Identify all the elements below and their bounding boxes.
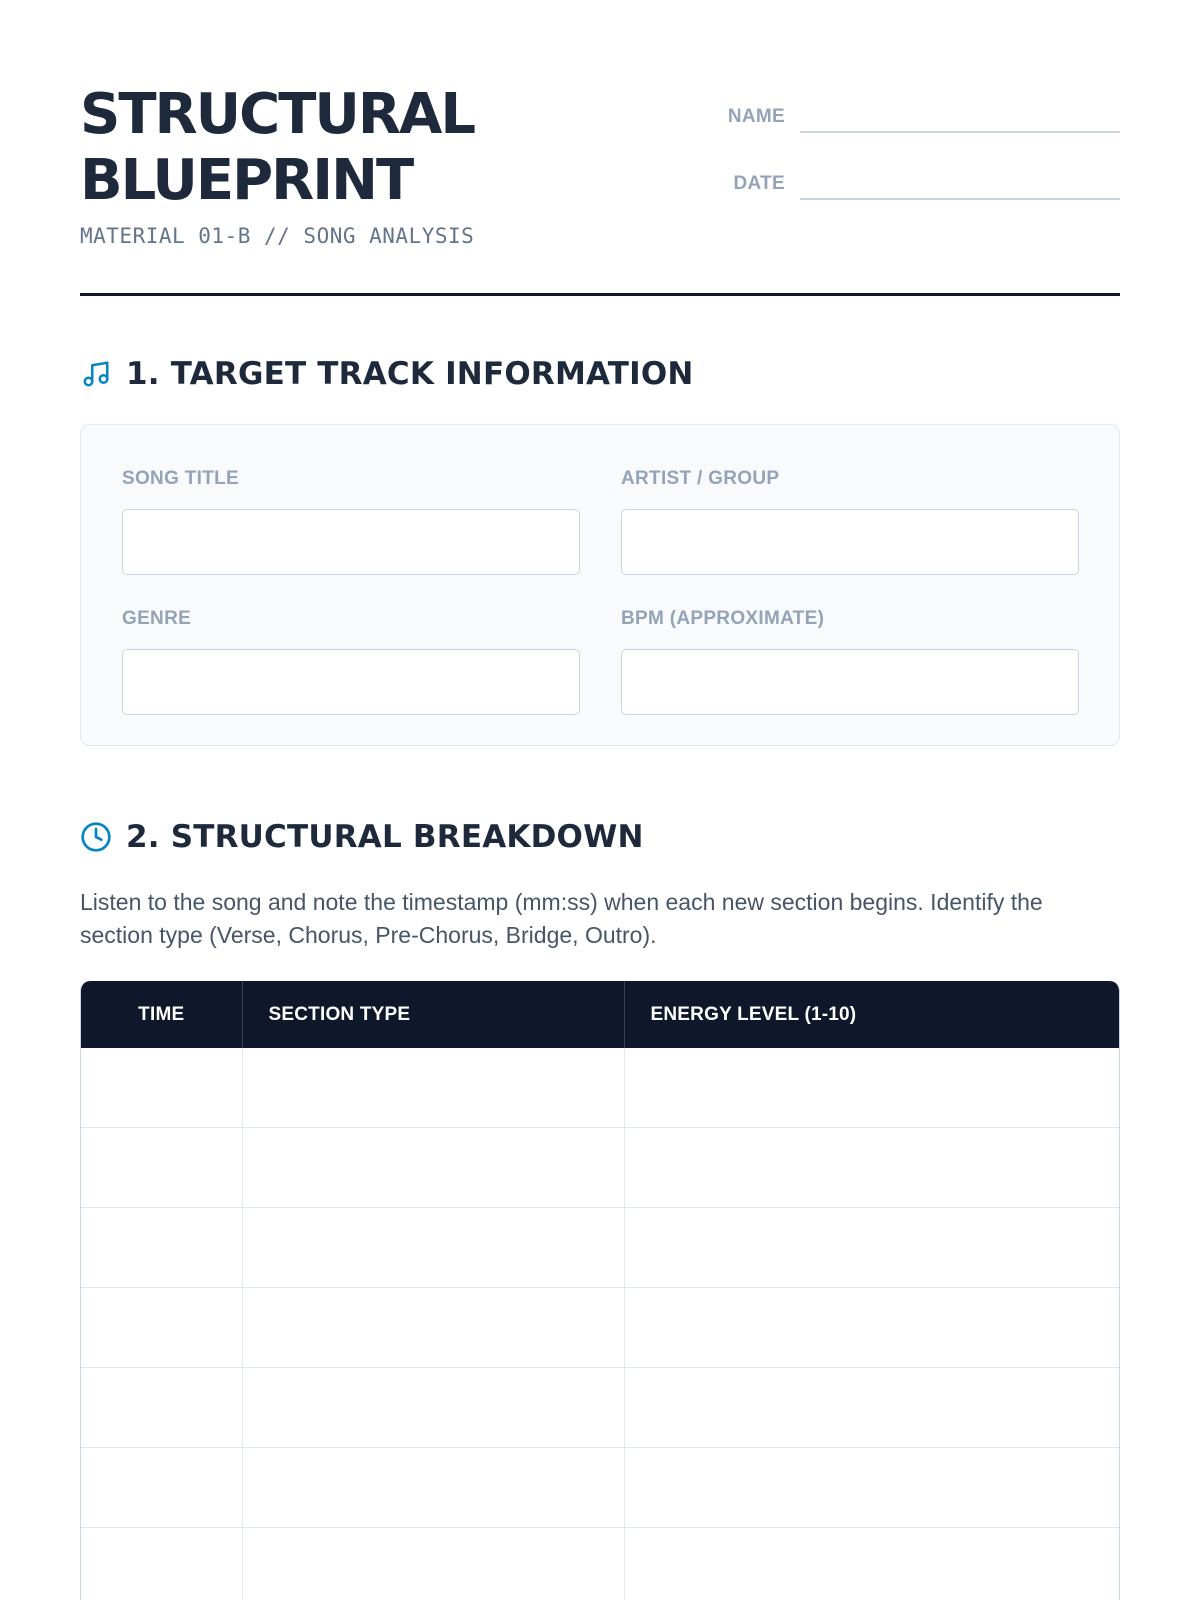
date-field[interactable] <box>800 198 1120 200</box>
section-type-cell[interactable] <box>242 1288 624 1368</box>
section-type-cell[interactable] <box>242 1208 624 1288</box>
time-cell[interactable] <box>81 1448 242 1528</box>
table-row <box>81 1448 1119 1528</box>
bpm-input[interactable] <box>621 649 1079 715</box>
date-row <box>720 161 1120 211</box>
time-cell[interactable] <box>81 1128 242 1208</box>
name-field[interactable] <box>800 131 1120 133</box>
energy-level-cell[interactable] <box>624 1448 1119 1528</box>
time-cell[interactable] <box>81 1208 242 1288</box>
column-header-energy-level: ENERGY LEVEL (1-10) <box>624 981 1119 1048</box>
section-type-cell[interactable] <box>242 1368 624 1448</box>
energy-level-cell[interactable] <box>624 1208 1119 1288</box>
section-type-cell[interactable] <box>242 1448 624 1528</box>
time-cell[interactable] <box>81 1048 242 1128</box>
column-header-time: TIME <box>81 981 242 1048</box>
page-title-line-2: BLUEPRINT <box>80 148 413 213</box>
artist-input[interactable] <box>621 509 1079 575</box>
music-note-icon <box>80 358 112 390</box>
clock-icon <box>80 821 112 853</box>
bpm-label: BPM (APPROXIMATE) <box>621 608 825 629</box>
artist-field-group <box>621 467 1079 575</box>
section-1-title: 1. TARGET TRACK INFORMATION <box>126 356 694 392</box>
energy-level-cell[interactable] <box>624 1288 1119 1368</box>
date-label: DATE <box>733 173 785 194</box>
table-row <box>81 1288 1119 1368</box>
table-header-row <box>81 981 1119 1048</box>
table-row <box>81 1208 1119 1288</box>
instructions-text: Listen to the song and note the timestamp (mm:ss) when each new section begins. Identify the section type (Verse, Chorus, Pre-Chorus, Bridge, Outro). <box>80 889 1043 948</box>
column-header-section-type: SECTION TYPE <box>242 981 624 1048</box>
genre-label: GENRE <box>122 608 192 629</box>
artist-label: ARTIST / GROUP <box>621 468 780 489</box>
section-type-cell[interactable] <box>242 1048 624 1128</box>
time-cell[interactable] <box>81 1368 242 1448</box>
section-2-title: 2. STRUCTURAL BREAKDOWN <box>126 819 644 855</box>
name-row <box>720 94 1120 144</box>
section-2-heading <box>80 817 644 857</box>
page-subtitle: MATERIAL 01-B // SONG ANALYSIS <box>80 224 475 248</box>
genre-field-group <box>122 607 580 715</box>
time-cell[interactable] <box>81 1288 242 1368</box>
breakdown-table <box>80 981 1120 1600</box>
bpm-field-group <box>621 607 1079 715</box>
energy-level-cell[interactable] <box>624 1528 1119 1600</box>
energy-level-cell[interactable] <box>624 1368 1119 1448</box>
section-type-cell[interactable] <box>242 1128 624 1208</box>
worksheet-header <box>80 82 1120 296</box>
time-cell[interactable] <box>81 1528 242 1600</box>
title-block <box>80 82 474 248</box>
table-row <box>81 1128 1119 1208</box>
track-info-card <box>80 424 1120 746</box>
table-row <box>81 1048 1119 1128</box>
song-title-label: SONG TITLE <box>122 468 239 489</box>
section-type-cell[interactable] <box>242 1528 624 1600</box>
energy-level-cell[interactable] <box>624 1048 1119 1128</box>
page-title-line-1: STRUCTURAL <box>80 82 475 147</box>
energy-level-cell[interactable] <box>624 1128 1119 1208</box>
table-row <box>81 1528 1119 1600</box>
song-title-field-group <box>122 467 580 575</box>
name-label: NAME <box>727 106 785 127</box>
song-title-input[interactable] <box>122 509 580 575</box>
genre-input[interactable] <box>122 649 580 715</box>
table-row <box>81 1368 1119 1448</box>
header-divider <box>80 293 1120 296</box>
section-1-heading <box>80 354 694 394</box>
